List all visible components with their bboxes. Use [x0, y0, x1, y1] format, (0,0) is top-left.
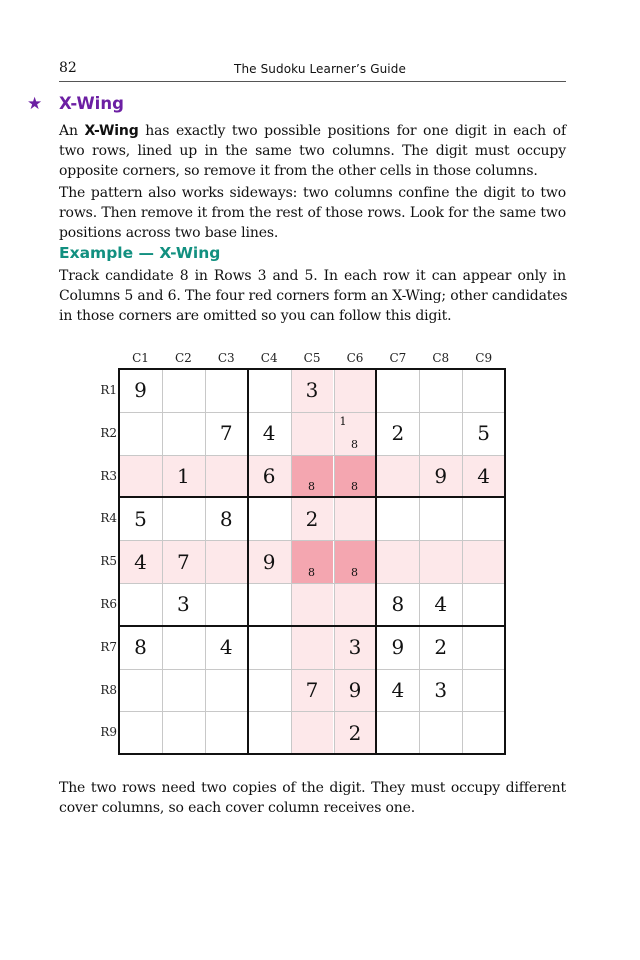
grid-line [334, 369, 335, 754]
grid-line [205, 369, 206, 754]
grid-cell[interactable] [419, 583, 462, 626]
intro-line: two rows, lined up in the same two columns. The digit must occupy [59, 143, 566, 159]
given-digit: 2 [305, 506, 319, 531]
example-line: Columns 5 and 6. The four red corners form an X-Wing; other candidates [59, 288, 568, 304]
grid-cell[interactable] [419, 669, 462, 712]
grid-cell[interactable] [462, 412, 505, 455]
given-digit: 6 [262, 463, 276, 488]
candidate-digit: 8 [308, 480, 316, 494]
intro-paragraph-1 [59, 121, 566, 181]
grid-cell[interactable] [162, 540, 205, 583]
given-digit: 4 [434, 592, 448, 617]
grid-cell[interactable] [462, 626, 505, 669]
box-line [375, 368, 377, 755]
grid-cell[interactable] [162, 626, 205, 669]
given-digit: 3 [305, 378, 319, 403]
grid-cell[interactable] [419, 455, 462, 498]
header-rule [59, 81, 566, 82]
given-digit: 3 [348, 635, 362, 660]
column-label: C3 [217, 351, 235, 365]
grid-line [162, 369, 163, 754]
section-heading [27, 94, 124, 114]
grid-cell[interactable] [376, 412, 419, 455]
row-label: R1 [100, 383, 117, 397]
grid-cell[interactable] [162, 497, 205, 540]
grid-cell[interactable] [205, 540, 248, 583]
grid-cell[interactable] [291, 626, 334, 669]
box-line [504, 368, 506, 755]
given-digit: 4 [134, 549, 147, 574]
given-digit: 5 [477, 421, 490, 446]
box-line [247, 368, 249, 755]
grid-cell[interactable] [248, 455, 291, 498]
grid-line [119, 412, 505, 413]
given-digit: 9 [391, 635, 405, 660]
grid-cell[interactable] [162, 369, 205, 412]
candidate-digit: 8 [308, 566, 316, 579]
given-digit: 8 [391, 592, 405, 617]
grid-cell[interactable] [248, 540, 291, 583]
grid-cell[interactable] [162, 412, 205, 455]
column-label: C9 [475, 351, 493, 365]
grid-cell[interactable] [334, 626, 377, 669]
intro-paragraph-2 [59, 183, 566, 243]
conclusion-line: cover columns, so each cover column receives one. [59, 800, 416, 816]
grid-cell[interactable] [119, 669, 162, 712]
candidate-digit: 8 [350, 566, 358, 579]
given-digit: 9 [434, 463, 448, 488]
grid-cell[interactable] [291, 369, 334, 412]
grid-line [119, 540, 505, 541]
grid-cell[interactable] [419, 497, 462, 540]
intro-line: An X-Wing has exactly two possible positions for one digit in each of [59, 123, 566, 139]
given-digit: 4 [391, 677, 405, 702]
box-line [118, 625, 506, 627]
given-digit: 4 [219, 635, 233, 660]
page-number: 82 [59, 60, 77, 76]
grid-cell[interactable] [248, 369, 291, 412]
row-label: R4 [100, 511, 117, 526]
grid-cell[interactable] [119, 497, 162, 540]
grid-cell[interactable] [334, 583, 377, 626]
grid-cell[interactable] [376, 669, 419, 712]
given-digit: 7 [305, 677, 319, 702]
grid-cell[interactable] [291, 497, 334, 540]
column-label: C4 [260, 351, 278, 365]
grid-cell[interactable] [205, 455, 248, 498]
given-digit: 8 [219, 506, 233, 531]
term-xwing: X-Wing [84, 123, 139, 139]
grid-cell[interactable] [376, 369, 419, 412]
grid-cell[interactable] [205, 626, 248, 669]
grid-cell[interactable] [376, 540, 419, 583]
row-label: R9 [100, 725, 117, 740]
grid-line [291, 369, 292, 754]
column-label: C7 [389, 351, 407, 365]
box-line [118, 368, 506, 370]
given-digit: 1 [176, 463, 190, 488]
row-label: R7 [100, 639, 117, 654]
grid-cell[interactable] [205, 669, 248, 712]
row-label: R5 [100, 554, 117, 569]
grid-line [119, 669, 505, 670]
conclusion-paragraph [59, 778, 566, 818]
grid-cell[interactable] [205, 583, 248, 626]
column-label: C1 [132, 351, 149, 365]
star-icon: ★ [27, 94, 43, 114]
grid-cell[interactable] [462, 369, 505, 412]
given-digit: 7 [219, 421, 233, 446]
grid-cell[interactable] [462, 455, 505, 498]
sudoku-grid [119, 369, 505, 754]
grid-cell[interactable] [248, 497, 291, 540]
grid-cell[interactable] [334, 669, 377, 712]
grid-cell[interactable] [162, 711, 205, 754]
grid-cell[interactable] [119, 540, 162, 583]
grid-cell[interactable] [119, 369, 162, 412]
grid-cell[interactable] [205, 497, 248, 540]
grid-cell[interactable] [419, 540, 462, 583]
given-digit: 3 [434, 677, 448, 702]
grid-line [462, 369, 463, 754]
column-label: C5 [303, 351, 321, 365]
given-digit: 2 [391, 421, 405, 446]
grid-cell[interactable] [376, 455, 419, 498]
given-digit: 9 [262, 549, 276, 574]
given-digit: 2 [348, 720, 362, 745]
grid-cell[interactable] [419, 711, 462, 754]
grid-cell[interactable] [248, 669, 291, 712]
grid-cell[interactable] [419, 626, 462, 669]
intro-line: The pattern also works sideways: two columns confine the digit to two [59, 185, 566, 201]
given-digit: 8 [134, 635, 147, 660]
example-heading: Example — X-Wing [59, 244, 221, 262]
grid-line [119, 455, 505, 456]
grid-cell[interactable] [462, 497, 505, 540]
grid-cell[interactable] [205, 412, 248, 455]
grid-cell[interactable] [205, 711, 248, 754]
running-title: The Sudoku Learner’s Guide [234, 62, 406, 76]
candidate-digit: 8 [350, 437, 358, 451]
grid-line [119, 583, 505, 584]
grid-cell[interactable] [462, 540, 505, 583]
grid-cell[interactable] [162, 583, 205, 626]
grid-cell[interactable] [291, 669, 334, 712]
given-digit: 9 [348, 677, 362, 702]
candidate-digit: 1 [339, 414, 347, 428]
section-title: X-Wing [59, 94, 124, 113]
grid-cell[interactable] [162, 669, 205, 712]
grid-cell[interactable] [205, 369, 248, 412]
grid-cell[interactable] [291, 412, 334, 455]
grid-cell[interactable] [376, 583, 419, 626]
grid-cell[interactable] [119, 626, 162, 669]
grid-cell[interactable] [462, 583, 505, 626]
example-line: Track candidate 8 in Rows 3 and 5. In each row it can appear only in [59, 268, 566, 284]
given-digit: 2 [434, 635, 448, 660]
grid-cell[interactable] [419, 369, 462, 412]
row-label: R2 [100, 425, 117, 440]
grid-cell[interactable] [419, 412, 462, 455]
box-line [118, 753, 506, 755]
column-label: C6 [346, 351, 364, 365]
grid-cell[interactable] [119, 412, 162, 455]
grid-cell[interactable] [334, 369, 377, 412]
box-line [118, 496, 506, 498]
example-paragraph [59, 266, 566, 326]
example-line: in those corners are omitted so you can follow this digit. [59, 308, 452, 324]
given-digit: 7 [176, 549, 190, 574]
grid-cell[interactable] [119, 455, 162, 498]
grid-cell[interactable] [291, 711, 334, 754]
grid-cell[interactable] [248, 626, 291, 669]
row-label: R3 [100, 468, 117, 483]
column-label: C2 [174, 351, 192, 365]
conclusion-line: The two rows need two copies of the digit. They must occupy different [59, 780, 566, 796]
grid-cell[interactable] [162, 455, 205, 498]
grid-cell[interactable] [248, 711, 291, 754]
grid-line [419, 369, 420, 754]
grid-cell[interactable] [376, 711, 419, 754]
grid-cell[interactable] [291, 583, 334, 626]
grid-cell[interactable] [376, 497, 419, 540]
given-digit: 5 [134, 506, 147, 531]
row-label: R8 [100, 682, 117, 697]
grid-cell[interactable] [248, 412, 291, 455]
box-line [118, 368, 120, 755]
grid-cell[interactable] [462, 669, 505, 712]
given-digit: 4 [262, 421, 276, 446]
given-digit: 9 [134, 378, 147, 403]
row-label: R6 [100, 597, 117, 611]
grid-cell[interactable] [248, 583, 291, 626]
grid-cell[interactable] [119, 711, 162, 754]
grid-line [119, 711, 505, 712]
intro-line: positions across two base lines. [59, 225, 279, 241]
grid-cell[interactable] [334, 497, 377, 540]
candidate-digit: 8 [350, 480, 358, 494]
grid-cell[interactable] [119, 583, 162, 626]
given-digit: 4 [477, 463, 490, 488]
given-digit: 3 [176, 592, 190, 617]
column-label: C8 [432, 351, 450, 365]
grid-cell[interactable] [334, 711, 377, 754]
intro-line: opposite corners, so remove it from the other cells in those columns. [59, 163, 538, 179]
grid-cell[interactable] [376, 626, 419, 669]
intro-line: rows. Then remove it from the rest of those rows. Look for the same two [59, 205, 566, 221]
grid-cell[interactable] [462, 711, 505, 754]
